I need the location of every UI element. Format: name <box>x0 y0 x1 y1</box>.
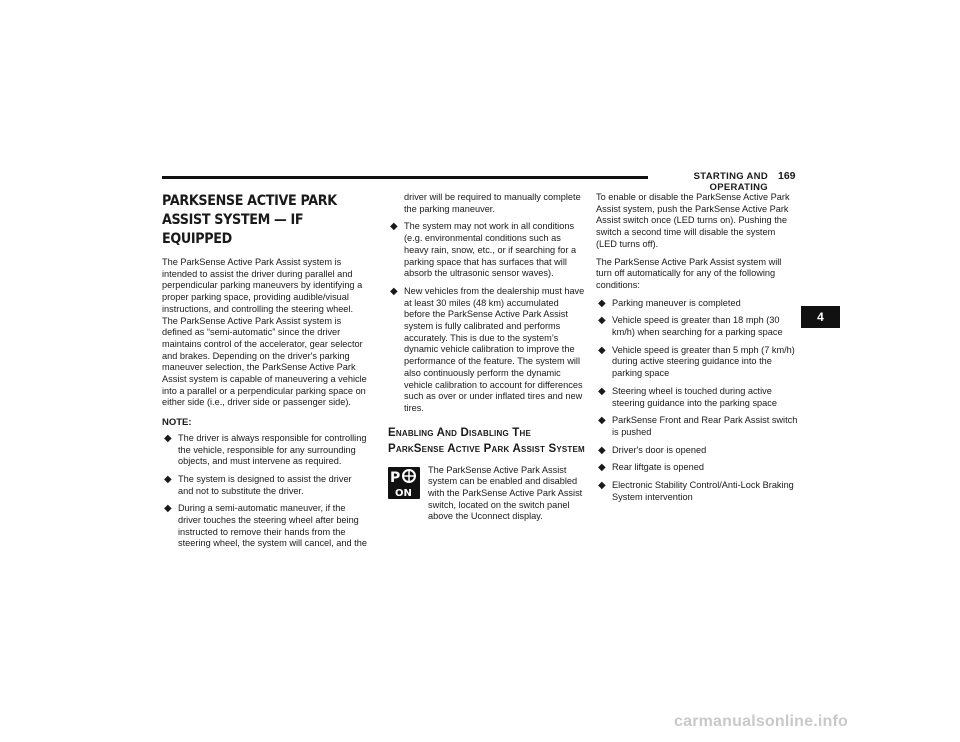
svg-text:ON: ON <box>395 487 412 499</box>
bullet-icon: ◆ <box>164 503 172 515</box>
svg-text:P: P <box>390 469 401 486</box>
bullet-icon: ◆ <box>598 344 606 356</box>
list-item: ◆ New vehicles from the dealership must have at least 30 miles (48 km) accumulated before the ParkSense Active Park Assist system is fully calibrated and performs accurately. This is due to the system’s dynamic vehicle calibration to improve the performance of the feature. The system will also continuously perform the dynamic vehicle calibration to account for differences such as over or under inflated tires and new tires. <box>390 285 585 413</box>
column-2 <box>388 192 586 529</box>
bullet-icon: ◆ <box>390 285 398 297</box>
intro-paragraph: The ParkSense Active Park Assist system is intended to assist the driver during parallel and perpendicular parking maneuvers by identifying a proper parking space, providing audible/visual instructions, and controlling the steering wheel. The ParkSense Active Park Assist system is defined as “semi-automatic” since the driver maintains control of the accelerator, gear selector and brakes. Depending on the driver's parking maneuver selection, the ParkSense Active Park Assist system is capable of maneuvering a vehicle into a parallel or a perpendicular parking space on either side (i.e., driver side or passenger side). <box>162 257 367 408</box>
section-title: STARTING AND OPERATING <box>648 171 772 193</box>
section-subheading: Enabling And Disabling The ParkSense Active Park Assist System <box>388 426 585 455</box>
switch-text: The ParkSense Active Park Assist system can be enabled and disabled with the ParkSense Active Park Assist switch, located on the switch panel above the Uconnect display. <box>428 464 583 522</box>
list-item: ◆ Rear liftgate is opened <box>598 462 704 474</box>
list-item: ◆ The system is designed to assist the driver and not to substitute the driver. <box>164 473 352 496</box>
bullet-icon: ◆ <box>598 385 606 397</box>
park-assist-switch-icon <box>388 467 420 499</box>
bullet-icon: ◆ <box>164 432 172 444</box>
bullet-icon: ◆ <box>598 297 606 309</box>
list-item: ◆ During a semi-automatic maneuver, if the driver touches the steering wheel after being instructed to remove their hands from the steering wheel, the system will cancel, and the <box>164 503 367 549</box>
auto-off-list <box>596 298 798 504</box>
column-3 <box>596 192 798 509</box>
note-list-continued <box>388 221 586 414</box>
column-1 <box>162 192 368 556</box>
page-title: PARKSENSE ACTIVE PARK ASSIST SYSTEM — IF EQUIPPED <box>162 193 337 247</box>
page-number: 169 <box>778 170 796 182</box>
list-item: ◆ Driver's door is opened <box>598 444 707 456</box>
bullet-icon: ◆ <box>598 444 606 456</box>
list-item: ◆ Parking maneuver is completed <box>598 297 741 309</box>
bullet-icon: ◆ <box>598 480 606 492</box>
bullet-icon: ◆ <box>598 315 606 327</box>
switch-description <box>388 465 586 530</box>
enable-paragraph: To enable or disable the ParkSense Active Park Assist system, push the ParkSense Active Park Assist switch once (LED turns on). Pushing the switch a second time will disable the system (LED turns off). <box>596 192 790 249</box>
auto-off-paragraph: The ParkSense Active Park Assist system will turn off automatically for any of the following conditions: <box>596 256 782 290</box>
list-item: ◆ Vehicle speed is greater than 5 mph (7 km/h) during active steering guidance into the parking space <box>598 344 795 379</box>
list-item: ◆ Steering wheel is touched during active steering guidance into the parking space <box>598 385 777 408</box>
bullet-icon: ◆ <box>598 415 606 427</box>
note-label: NOTE: <box>162 417 192 429</box>
chapter-tab: 4 <box>801 306 840 328</box>
list-item: ◆ Vehicle speed is greater than 18 mph (30 km/h) when searching for a parking space <box>598 315 783 338</box>
continuation-text: driver will be required to manually complete the parking maneuver. <box>404 192 581 214</box>
list-item: ◆ The driver is always responsible for controlling the vehicle, responsible for any surrounding objects, and must intervene as required. <box>164 432 367 467</box>
bullet-icon: ◆ <box>390 221 398 233</box>
list-item: ◆ Electronic Stability Control/Anti-Lock Braking System intervention <box>598 480 794 502</box>
note-list <box>162 433 368 550</box>
bullet-icon: ◆ <box>598 462 606 474</box>
list-item: ◆ ParkSense Front and Rear Park Assist switch is pushed <box>598 415 798 437</box>
list-item: ◆ The system may not work in all conditions (e.g. environmental conditions such as heavy rain, snow, etc., or if searching for a parking space that has surfaces that will absorb the ultrasonic sensor waves). <box>390 221 577 279</box>
bullet-icon: ◆ <box>164 473 172 485</box>
watermark-text: carmanualsonline.info <box>674 713 849 730</box>
